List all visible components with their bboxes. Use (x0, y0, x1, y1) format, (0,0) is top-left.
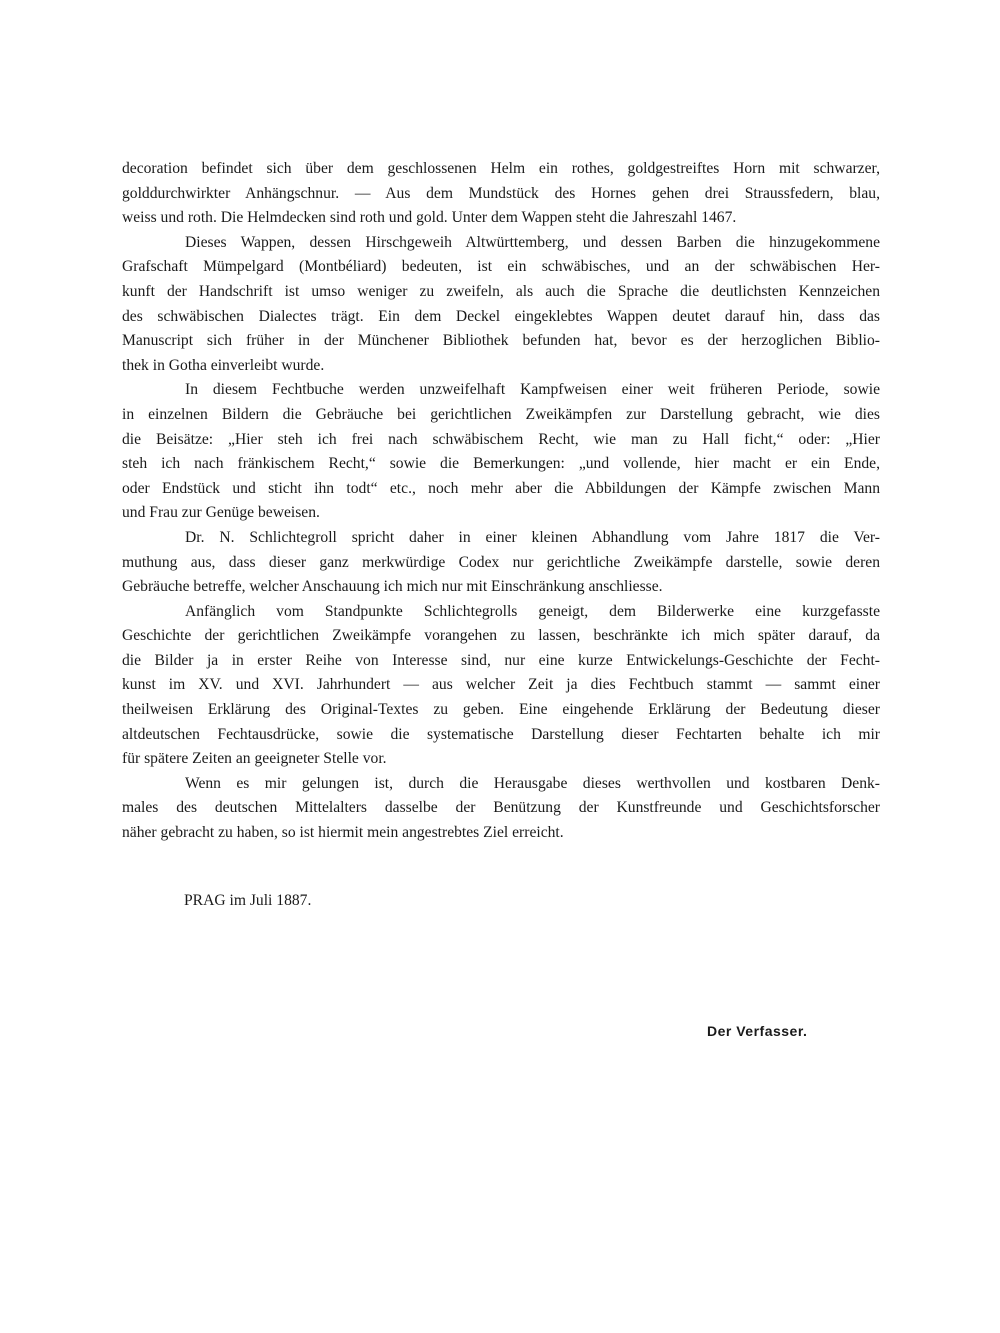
text-line: decoration befindet sich über dem geschlossenen Helm ein rothes, goldgestreiftes Horn mit schwarzer, (122, 160, 880, 177)
text-line: thek in Gotha einverleibt wurde. (122, 356, 325, 374)
text-line: theilweisen Erklärung des Original-Textes zu geben. Eine eingehende Erklärung der Bedeutung dieser (122, 701, 880, 719)
author-signature: Der Verfasser. (707, 1023, 808, 1039)
text-line: Anfänglich vom Standpunkte Schlichtegrolls geneigt, dem Bilderwerke eine kurzgefasste (185, 602, 880, 620)
text-line: Grafschaft Mümpelgard (Montbéliard) bedeuten, ist ein schwäbisches, und an der schwäbischen Her- (122, 258, 880, 276)
text-line: Wenn es mir gelungen ist, durch die Herausgabe dieses werthvollen und kostbaren Denk- (185, 774, 880, 792)
paragraph-coat-of-arms-description (122, 157, 880, 231)
text-line: Geschichte der gerichtlichen Zweikämpfe vorangehen zu lassen, beschränkte ich mich später darauf, da (122, 627, 880, 645)
paragraph-judicial-duels (122, 378, 880, 526)
paragraph-closing (122, 772, 880, 846)
text-line: die Bilder ja in erster Reihe von Interesse sind, nur eine kurze Entwickelungs-Geschichte der Fecht- (122, 651, 880, 669)
text-line: oder Endstück und sticht ihn todt“ etc., noch mehr aber die Abbildungen der Kämpfe zwischen Mann (122, 479, 880, 497)
text-line: In diesem Fechtbuche werden unzweifelhaft Kampfweisen einer weit früheren Periode, sowie (185, 381, 880, 399)
body-text (122, 157, 880, 846)
text-line: altdeutschen Fechtausdrücke, sowie die systematische Darstellung dieser Fechtarten behalte ich mir (122, 725, 880, 743)
text-line: muthung aus, dass dieser ganz merkwürdige Codex nur gerichtliche Zweikämpfe darstelle, sowie deren (122, 553, 880, 571)
paragraph-author-intent (122, 600, 880, 772)
paragraph-schlichtegroll (122, 526, 880, 600)
place-and-date: PRAG im Juli 1887. (184, 892, 312, 909)
text-line: kunst im XV. und XVI. Jahrhundert — aus welcher Zeit ja dies Fechtbuch stammt — sammt einer (122, 676, 880, 694)
text-line: des schwäbischen Dialectes trägt. Ein dem Deckel eingeklebtes Wappen deutet darauf hin, dass das (122, 307, 880, 325)
text-line: in einzelnen Bildern die Gebräuche bei gerichtlichen Zweikämpfen zur Darstellung gebracht, wie dies (122, 405, 880, 423)
text-line: Gebräuche betreffe, welcher Anschauung ich mich nur mit Einschränkung anschliesse. (122, 578, 663, 596)
text-line: die Beisätze: „Hier steh ich frei nach schwäbischem Recht, wie man zu Hall ficht,“ oder: „Hier (122, 430, 880, 448)
text-line: Dieses Wappen, dessen Hirschgeweih Altwürttemberg, und dessen Barben die hinzugekommene (185, 233, 880, 251)
text-line: kunft der Handschrift ist umso weniger zu zweifeln, als auch die Sprache die deutlichsten Kennzeichen (122, 282, 880, 300)
text-line: und Frau zur Genüge beweisen. (122, 504, 320, 522)
text-line: Manuscript sich früher in der Münchener Bibliothek befunden hat, bevor es der herzoglichen Biblio- (122, 332, 880, 350)
text-line: golddurchwirkter Anhängschnur. — Aus dem Mundstück des Hornes gehen drei Straussfedern, blau, (122, 184, 880, 202)
text-line: steh ich nach fränkischem Recht,“ sowie die Bemerkungen: „und vollende, hier macht er ein Ende, (122, 455, 880, 473)
text-line: für spätere Zeiten an geeigneter Stelle vor. (122, 750, 387, 768)
text-line: Dr. N. Schlichtegroll spricht daher in einer kleinen Abhandlung vom Jahre 1817 die Ver- (185, 528, 880, 546)
text-line: näher gebracht zu haben, so ist hiermit mein angestrebtes Ziel erreicht. (122, 824, 564, 842)
text-line: males des deutschen Mittelalters dasselbe der Benützung der Kunstfreunde und Geschichtsforscher (122, 799, 880, 817)
text-line: weiss und roth. Die Helmdecken sind roth und gold. Unter dem Wappen steht die Jahreszahl 1467. (122, 209, 737, 227)
paragraph-swabian-origin (122, 231, 880, 379)
